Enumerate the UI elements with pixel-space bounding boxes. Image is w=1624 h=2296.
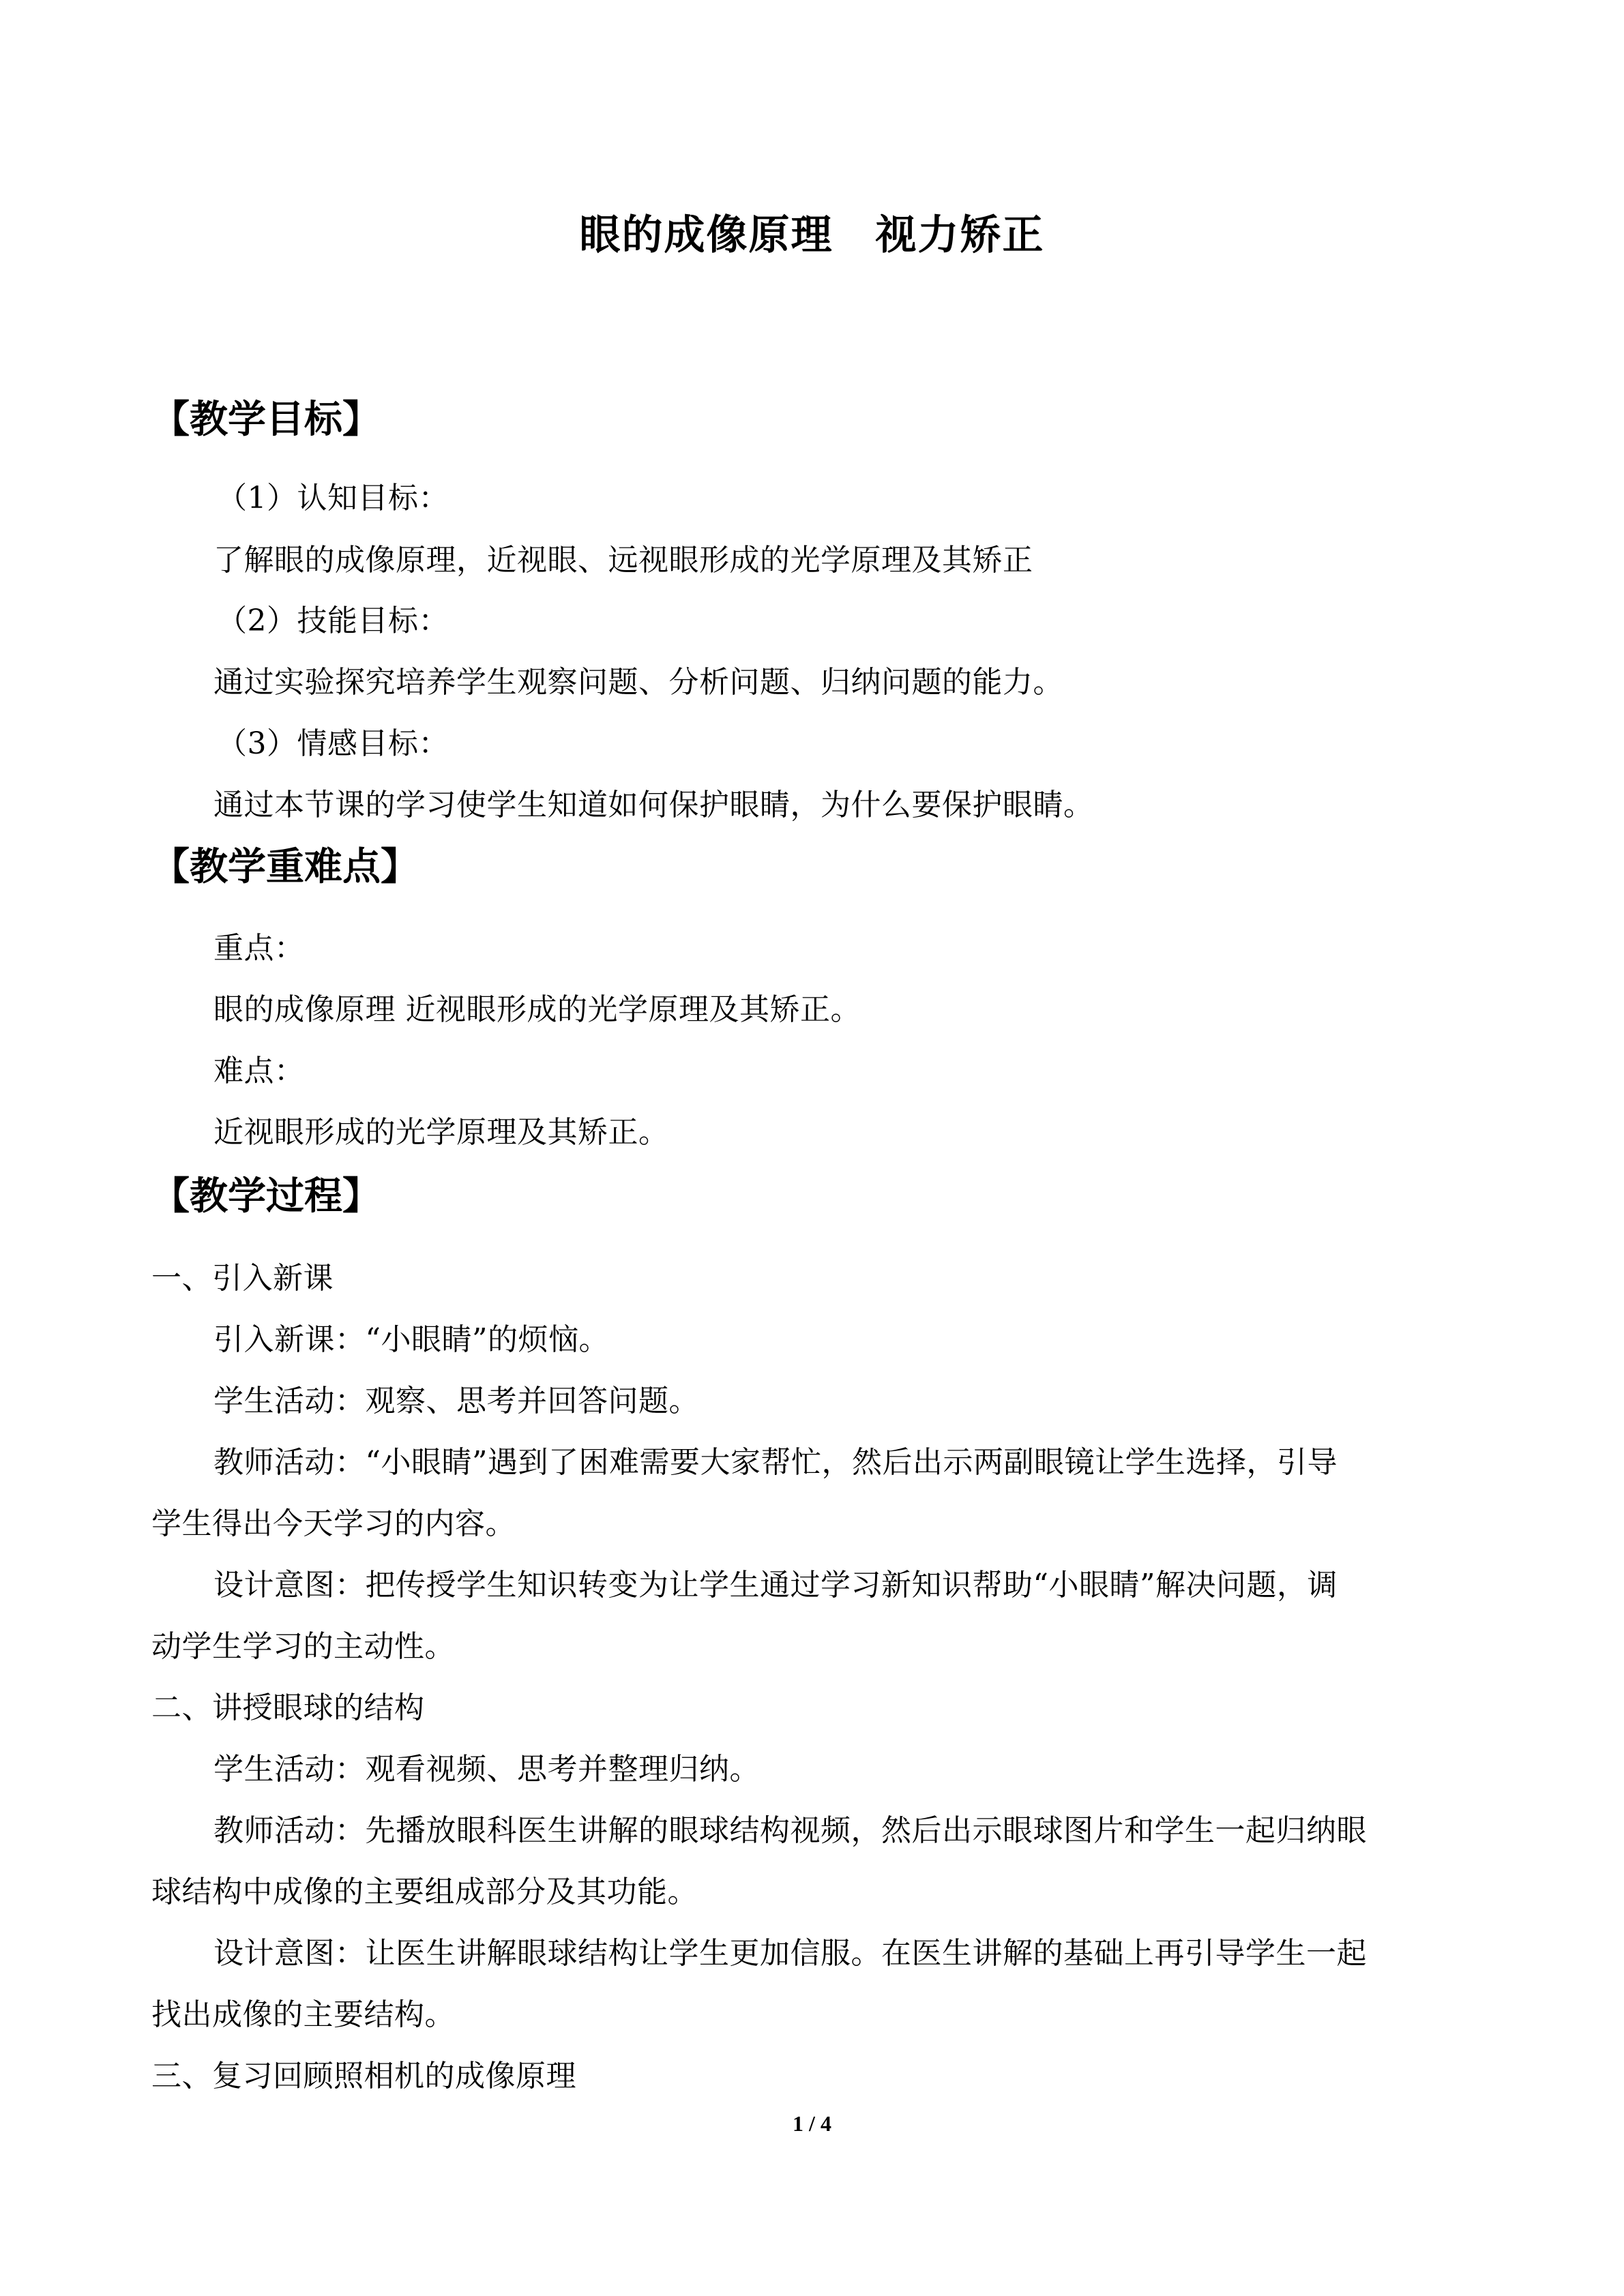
process-part2-line: 教师活动：先播放眼科医生讲解的眼球结构视频，然后出示眼球图片和学生一起归纳眼 xyxy=(213,1813,1367,1848)
process-part2-line: 找出成像的主要结构。 xyxy=(151,1997,455,2032)
skill-goal-label: （2）技能目标： xyxy=(217,603,449,638)
process-part3-title: 三、复习回顾照相机的成像原理 xyxy=(151,2059,576,2093)
cognitive-goal-text: 了解眼的成像原理，近视眼、远视眼形成的光学原理及其矫正 xyxy=(213,543,1033,578)
process-part1-line: 引入新课：“小眼睛”的烦恼。 xyxy=(213,1322,609,1357)
key-point-text: 眼的成像原理 近视眼形成的光学原理及其矫正。 xyxy=(213,992,861,1027)
key-point-label: 重点： xyxy=(213,931,305,966)
process-part1-title: 一、引入新课 xyxy=(151,1261,334,1296)
document-title: 眼的成像原理 视力矫正 xyxy=(579,211,1045,259)
process-part1-line: 设计意图：把传授学生知识转变为让学生通过学习新知识帮助“小眼睛”解决问题，调 xyxy=(213,1568,1338,1602)
process-part1-line: 动学生学习的主动性。 xyxy=(151,1629,455,1664)
process-part1-line: 学生得出今天学习的内容。 xyxy=(151,1506,516,1541)
page-number: 1 / 4 xyxy=(793,2111,831,2136)
process-part2-title: 二、讲授眼球的结构 xyxy=(151,1690,425,1725)
section-heading-key-points: 【教学重难点】 xyxy=(151,844,419,889)
cognitive-goal-label: （1）认知目标： xyxy=(217,481,449,516)
section-heading-objectives: 【教学目标】 xyxy=(151,397,381,442)
skill-goal-text: 通过实验探究培养学生观察问题、分析问题、归纳问题的能力。 xyxy=(213,665,1063,700)
emotion-goal-text: 通过本节课的学习使学生知道如何保护眼睛，为什么要保护眼睛。 xyxy=(213,788,1094,822)
section-heading-process: 【教学过程】 xyxy=(151,1174,381,1219)
process-part2-line: 学生活动：观看视频、思考并整理归纳。 xyxy=(213,1752,760,1787)
emotion-goal-label: （3）情感目标： xyxy=(217,726,449,761)
process-part2-line: 球结构中成像的主要组成部分及其功能。 xyxy=(151,1875,698,1909)
process-part1-line: 学生活动：观察、思考并回答问题。 xyxy=(213,1384,699,1418)
difficult-point-label: 难点： xyxy=(213,1054,305,1088)
difficult-point-text: 近视眼形成的光学原理及其矫正。 xyxy=(213,1115,669,1150)
process-part2-line: 设计意图：让医生讲解眼球结构让学生更加信服。在医生讲解的基础上再引导学生一起 xyxy=(213,1936,1367,1971)
process-part1-line: 教师活动：“小眼睛”遇到了困难需要大家帮忙，然后出示两副眼镜让学生选择，引导 xyxy=(213,1445,1338,1480)
